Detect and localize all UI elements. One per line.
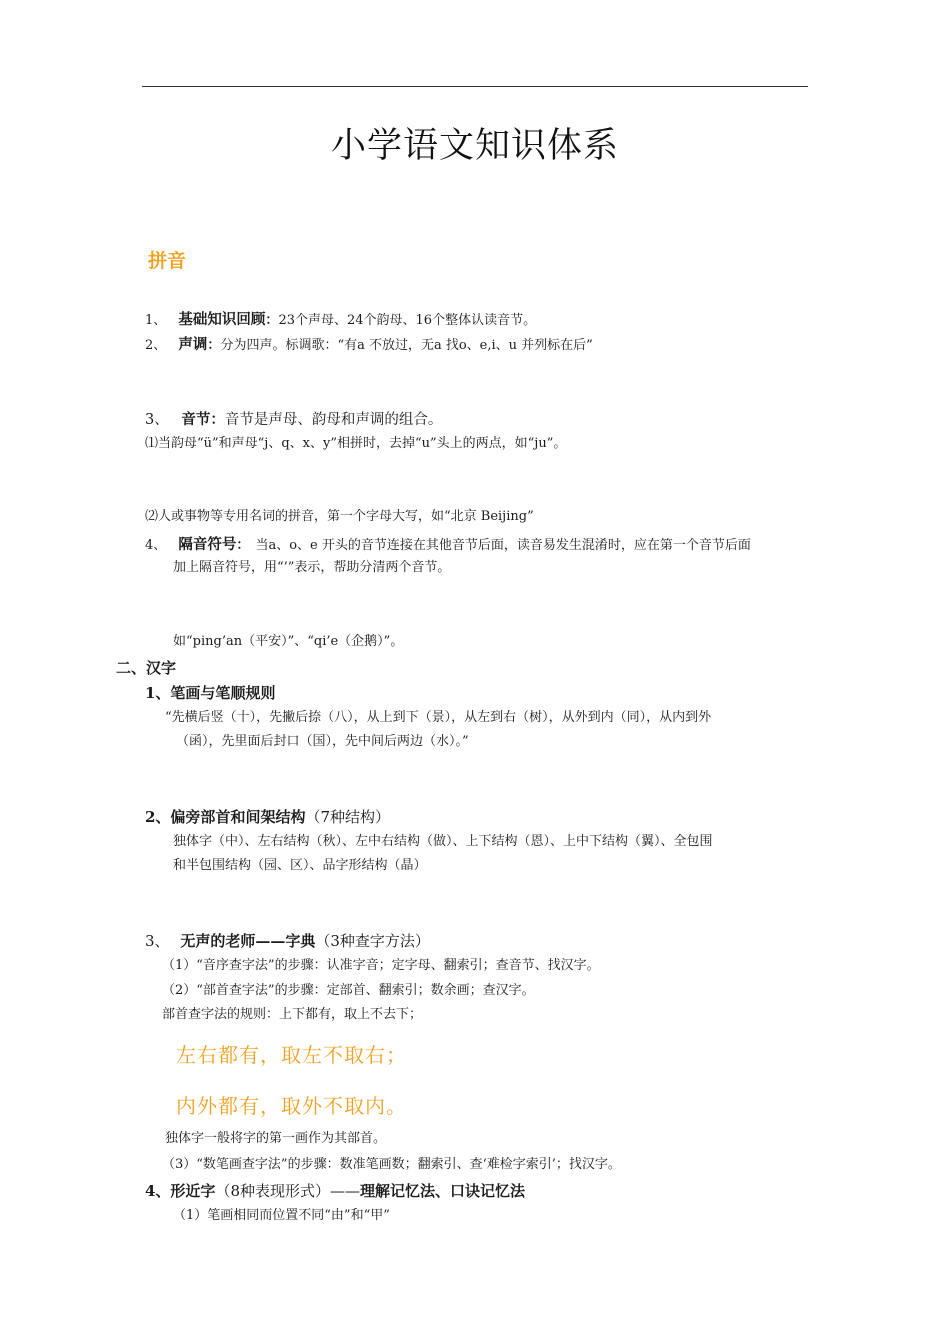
item-2: [145, 335, 593, 355]
dictionary-method-1: （1）“音序查字法”的步骤：认准字音；定字母、翻索引；查音节、找汉字。: [162, 958, 600, 973]
dictionary-method-3: （3）“数笔画查字法”的步骤：数准笔画数；翻索引、查‘难检字索引’；找汉字。: [162, 1157, 621, 1172]
item-4: [145, 535, 751, 555]
subheading-dictionary: [145, 930, 430, 951]
item-colon: ：: [265, 313, 279, 328]
item-label: 隔音符号: [178, 536, 237, 553]
item-1: [145, 310, 536, 330]
item-4-text-2: 加上隔音符号，用“’”表示，帮助分清两个音节。: [173, 560, 451, 575]
subheading-rest: （8种表现形式）——: [215, 1182, 360, 1200]
page-title: 小学语文知识体系: [330, 126, 619, 166]
item-colon: ：: [207, 338, 221, 353]
subheading-stroke-order: 1、笔画与笔顺规则: [145, 684, 276, 702]
item-4-example: 如“ping’an（平安）”、“qi’e（企鹅）”。: [173, 634, 404, 649]
radicals-text-1: 独体字（中）、左右结构（秋）、左中右结构（做）、上下结构（恩）、上中下结构（翼）、全包围: [173, 834, 713, 849]
item-text: 23个声母、24个韵母、16个整体认读音节。: [278, 313, 537, 328]
item-3: [145, 408, 442, 429]
stroke-order-text-1: “先横后竖（十），先撇后捺（八），从上到下（景），从左到右（树），从外到内（同），从内到外: [165, 710, 712, 725]
item-number: 2、: [145, 338, 167, 353]
subheading-similar-chars: [145, 1180, 525, 1201]
item-text: 当a、o、e 开头的音节连接在其他音节后面，读音易发生混淆时，应在第一个音节后面: [255, 538, 751, 553]
item-number: 3、: [145, 412, 169, 428]
item-text: 分为四声。标调歌：“有a 不放过，无a 找o、e,i、u 并列标在后”: [220, 338, 593, 353]
subheading-rest: （7种结构）: [305, 808, 390, 826]
item-number: 4、: [145, 538, 167, 553]
subheading-bold: 4、形近字: [145, 1182, 216, 1200]
subheading-number: 3、: [145, 932, 170, 950]
section-heading-pinyin: 拼音: [148, 250, 187, 272]
subheading-bold: 2、偏旁部首和间架结构: [145, 808, 306, 826]
subheading-radicals: [145, 806, 390, 827]
item-colon: ：: [236, 538, 250, 553]
stroke-order-text-2: （函），先里面后封口（国），先中间后两边（水）。”: [176, 734, 469, 749]
item-label: 基础知识回顾: [178, 311, 266, 328]
item-label: 音节: [181, 411, 211, 428]
item-colon: ：: [210, 411, 225, 428]
header-rule: [142, 86, 808, 87]
item-label: 声调: [178, 336, 208, 353]
similar-chars-example-1: （1）笔画相同而位置不同“由”和“甲”: [173, 1208, 390, 1223]
item-number: 1、: [145, 313, 167, 328]
subheading-bold: 无声的老师——字典: [180, 932, 316, 950]
dictionary-method-2: （2）“部首查字法”的步骤：定部首、翻索引；数余画；查汉字。: [162, 983, 535, 998]
item-3-sub-2: ⑵人或事物等专用名词的拼音，第一个字母大写，如“北京 Beijing”: [145, 509, 534, 524]
dictionary-single-char: 独体字一般将字的第一画作为其部首。: [165, 1131, 387, 1146]
item-text: 音节是声母、韵母和声调的组合。: [224, 412, 443, 428]
subheading-rest: （3种查字方法）: [315, 932, 430, 950]
subheading-bold-2: 理解记忆法、口诀记忆法: [359, 1182, 525, 1200]
rule-left-right: 左右都有，取左不取右；: [176, 1043, 407, 1067]
dictionary-rule: 部首查字法的规则：上下都有，取上不去下；: [162, 1007, 423, 1022]
rule-inside-outside: 内外都有，取外不取内。: [176, 1094, 407, 1118]
section-heading-hanzi: 二、汉字: [116, 659, 177, 677]
radicals-text-2: 和半包围结构（园、区）、品字形结构（晶）: [173, 858, 427, 873]
item-3-sub-1: ⑴当韵母“ü”和声母“j、q、x、y”相拼时，去掉“u”头上的两点，如“ju”。: [145, 436, 567, 451]
